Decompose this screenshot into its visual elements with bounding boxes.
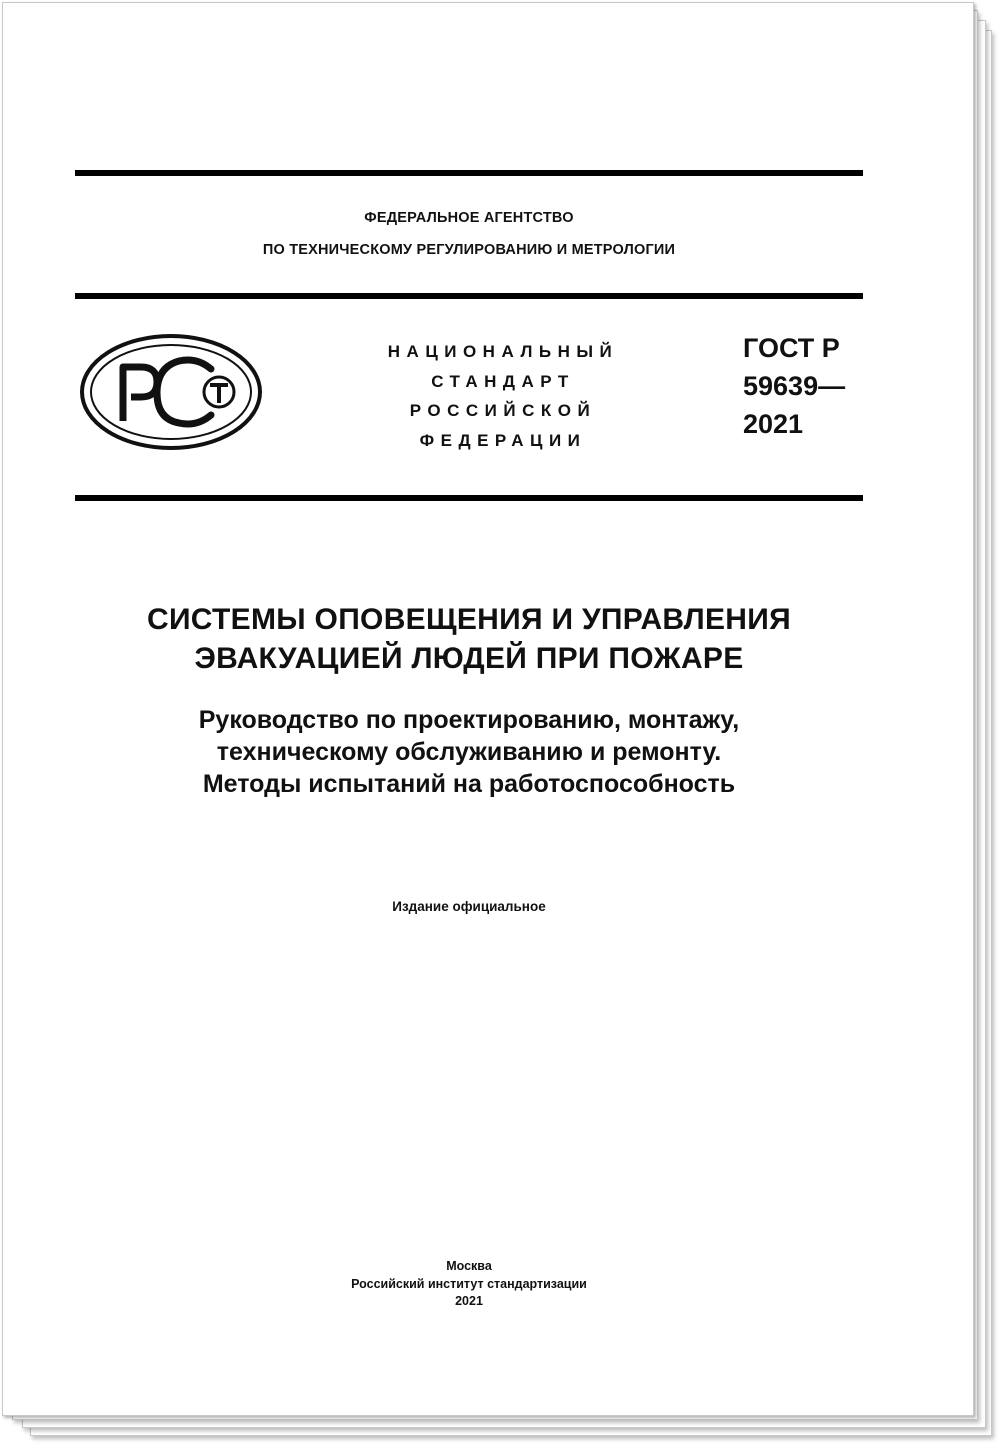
top-rule	[75, 170, 863, 176]
edition-note: Издание официальное	[392, 899, 546, 914]
standard-type	[353, 337, 653, 455]
imprint-year: 2021	[455, 1294, 483, 1308]
title-line-1: СИСТЕМЫ ОПОВЕЩЕНИЯ И УПРАВЛЕНИЯ	[146, 603, 792, 636]
standard-type-line-1: НАЦИОНАЛЬНЫЙ	[387, 342, 619, 361]
bottom-rule	[75, 495, 863, 501]
standard-designation	[743, 329, 845, 443]
agency-line-1: ФЕДЕРАЛЬНОЕ АГЕНТСТВО	[364, 210, 574, 226]
middle-rule	[75, 293, 863, 299]
subtitle-line-1: Руководство по проектированию, монтажу,	[198, 706, 740, 734]
designation-line-3: 2021	[743, 409, 804, 439]
standard-type-line-4: ФЕДЕРАЦИИ	[419, 430, 587, 450]
cover-page	[2, 2, 974, 1416]
document-subtitle	[75, 704, 863, 800]
imprint	[75, 1258, 863, 1311]
subtitle-line-3: Методы испытаний на работоспособность	[202, 770, 736, 798]
subtitle-line-2: техническому обслуживанию и ремонту.	[216, 738, 722, 766]
standard-type-line-2: СТАНДАРТ	[431, 371, 575, 391]
imprint-publisher: Российский институт стандартизации	[351, 1276, 587, 1291]
standard-type-line-3: РОССИЙСКОЙ	[409, 401, 597, 420]
rst-logo-icon	[79, 333, 263, 451]
designation-line-1: ГОСТ Р	[743, 333, 840, 363]
imprint-city: Москва	[446, 1259, 492, 1273]
rst-logo	[79, 333, 263, 451]
title-line-2: ЭВАКУАЦИЕЙ ЛЮДЕЙ ПРИ ПОЖАРЕ	[194, 642, 744, 675]
designation-line-2: 59639—	[743, 371, 846, 401]
agency-line-2: ПО ТЕХНИЧЕСКОМУ РЕГУЛИРОВАНИЮ И МЕТРОЛОГИИ	[262, 242, 676, 258]
document-title	[75, 600, 863, 678]
